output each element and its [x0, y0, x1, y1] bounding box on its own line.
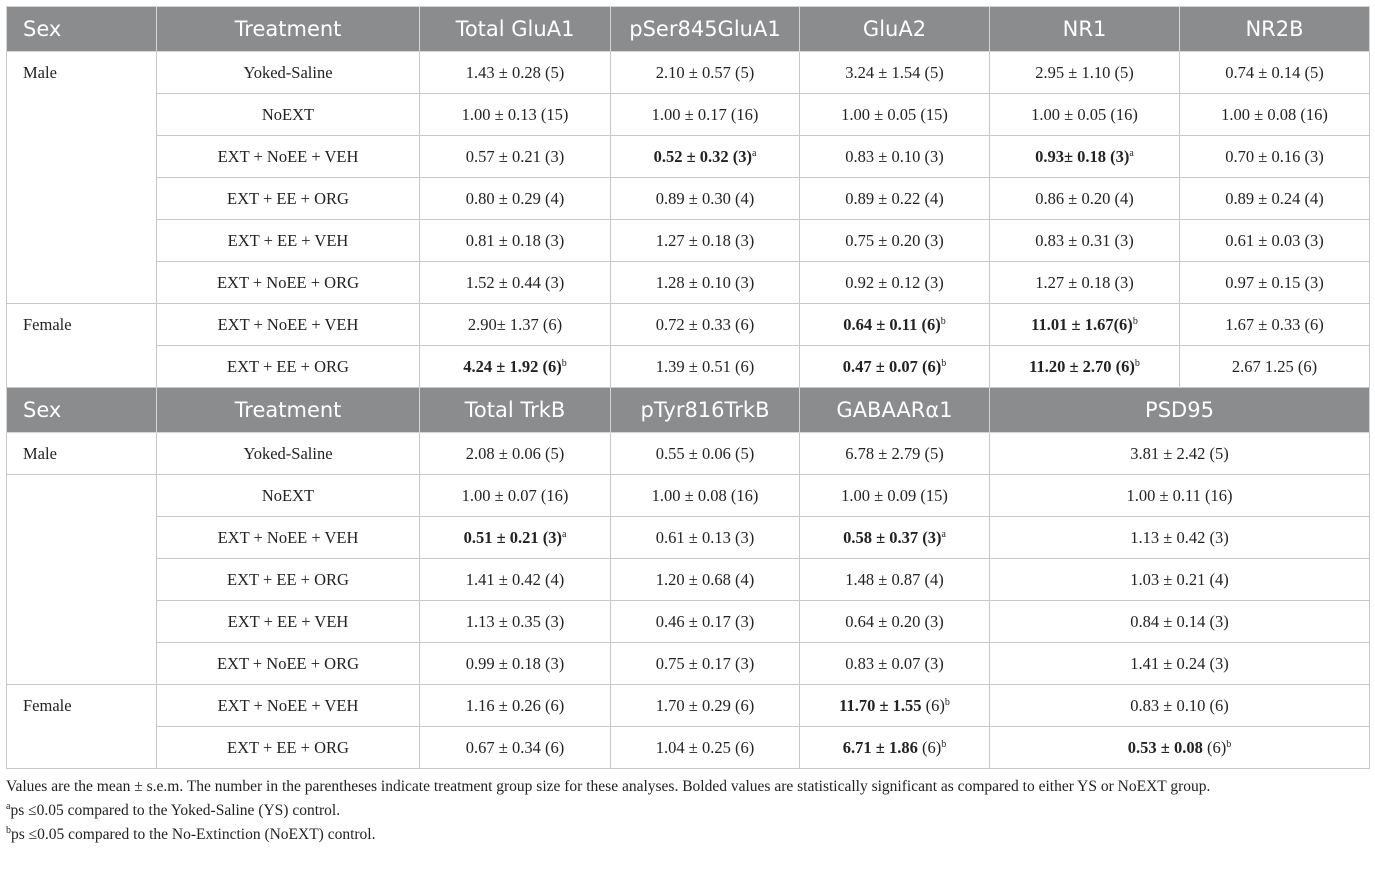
value-cell [800, 94, 990, 136]
value-cell [420, 643, 611, 685]
value-cell [420, 304, 611, 346]
value-cell [800, 601, 990, 643]
value-text: 1.43 ± 0.28 (5) [465, 62, 565, 82]
value-cell [420, 685, 611, 727]
value-cell [990, 559, 1370, 601]
significance-mark: a [561, 528, 567, 540]
significance-mark: a [941, 528, 946, 540]
value-text: 2.67 1.25 (6) [1231, 356, 1318, 376]
value-text: 0.55 ± 0.06 (5) [655, 443, 755, 463]
value-text: 11.70 ± 1.55 [839, 695, 922, 715]
value-cell [800, 517, 990, 559]
treatment-cell: EXT + EE + ORG [157, 559, 420, 601]
table-row [7, 475, 1370, 517]
significance-mark: b [561, 357, 567, 369]
value-text: 0.83 ± 0.10 (3) [845, 146, 944, 166]
value-cell [1180, 178, 1370, 220]
value-cell [990, 346, 1180, 388]
value-text: 0.89 ± 0.24 (4) [1225, 188, 1324, 208]
table-row [7, 346, 1370, 388]
value-cell [611, 220, 800, 262]
value-cell [990, 685, 1370, 727]
value-text: 1.00 ± 0.08 (16) [1221, 104, 1328, 124]
value-cell [611, 178, 800, 220]
value-cell [990, 727, 1370, 769]
value-text: 1.41 ± 0.42 (4) [465, 569, 565, 589]
significance-mark: b [1134, 357, 1140, 369]
column-header: Total GluA1 [420, 7, 611, 52]
value-cell [990, 94, 1180, 136]
value-text: 3.24 ± 1.54 (5) [845, 62, 944, 82]
treatment-cell: NoEXT [157, 94, 420, 136]
value-cell [800, 304, 990, 346]
value-text: 0.75 ± 0.17 (3) [655, 653, 755, 673]
value-text: 1.03 ± 0.21 (4) [1130, 569, 1229, 589]
table1-header-row [7, 7, 1370, 52]
treatment-cell: Yoked-Saline [157, 52, 420, 94]
value-text: 0.67 ± 0.34 (6) [465, 737, 565, 757]
value-cell [611, 727, 800, 769]
table-row [7, 517, 1370, 559]
value-tail: (6) [921, 695, 945, 715]
value-text: 0.99 ± 0.18 (3) [465, 653, 565, 673]
value-cell [1180, 136, 1370, 178]
value-cell [420, 475, 611, 517]
value-cell [800, 685, 990, 727]
value-text: 0.47 ± 0.07 (6) [842, 356, 942, 376]
treatment-cell: EXT + NoEE + ORG [157, 643, 420, 685]
value-text: 0.64 ± 0.11 (6) [843, 314, 941, 334]
value-cell [611, 346, 800, 388]
data-table-container [6, 6, 1369, 847]
value-cell [611, 262, 800, 304]
table-row [7, 262, 1370, 304]
column-header: Treatment [157, 388, 420, 433]
value-tail: (6) [917, 737, 942, 757]
value-text: 1.28 ± 0.10 (3) [655, 272, 755, 292]
column-header: Sex [7, 7, 157, 52]
value-text: 1.27 ± 0.18 (3) [655, 230, 755, 250]
value-cell [420, 136, 611, 178]
value-cell [990, 52, 1180, 94]
value-cell [1180, 346, 1370, 388]
value-cell [800, 262, 990, 304]
treatment-cell: NoEXT [157, 475, 420, 517]
value-cell [420, 94, 611, 136]
sex-cell-male: Male [7, 52, 157, 304]
value-text: 0.89 ± 0.30 (4) [655, 188, 755, 208]
significance-mark: b [941, 738, 947, 750]
value-cell [611, 685, 800, 727]
value-text: 1.00 ± 0.05 (16) [1031, 104, 1138, 124]
value-text: 1.00 ± 0.08 (16) [651, 485, 759, 505]
footnote-a: $^a$ps ≤0.05 compared to the Yoked-Saline (YS) control. [6, 801, 341, 819]
value-text: 1.41 ± 0.24 (3) [1130, 653, 1229, 673]
treatment-cell: EXT + EE + VEH [157, 601, 420, 643]
value-cell [1180, 304, 1370, 346]
value-text: 1.27 ± 0.18 (3) [1035, 272, 1134, 292]
value-text: 2.90± 1.37 (6) [467, 314, 563, 334]
treatment-cell: EXT + EE + ORG [157, 727, 420, 769]
value-cell [1180, 220, 1370, 262]
value-cell [420, 559, 611, 601]
value-text: 1.67 ± 0.33 (6) [1225, 314, 1324, 334]
value-cell [611, 136, 800, 178]
significance-mark: a [1129, 147, 1134, 159]
value-cell [1180, 52, 1370, 94]
value-text: 1.00 ± 0.09 (15) [841, 485, 948, 505]
value-text: 0.97 ± 0.15 (3) [1225, 272, 1324, 292]
treatment-cell: EXT + EE + ORG [157, 178, 420, 220]
value-cell [800, 559, 990, 601]
significance-mark: b [940, 315, 946, 327]
value-cell [611, 304, 800, 346]
value-text: 6.78 ± 2.79 (5) [845, 443, 944, 463]
value-text: 1.00 ± 0.07 (16) [461, 485, 569, 505]
value-cell [611, 94, 800, 136]
value-cell [420, 517, 611, 559]
value-cell [990, 304, 1180, 346]
value-text: 0.84 ± 0.14 (3) [1130, 611, 1229, 631]
value-text: 11.20 ± 2.70 (6) [1029, 356, 1135, 376]
value-cell [611, 517, 800, 559]
column-header: GABAARα1 [800, 388, 990, 433]
significance-mark: a [751, 147, 757, 159]
value-text: 1.00 ± 0.11 (16) [1126, 485, 1233, 505]
significance-mark: b [941, 357, 947, 369]
table2-body [7, 433, 1370, 769]
table-row [7, 136, 1370, 178]
column-header: Treatment [157, 7, 420, 52]
table-row [7, 304, 1370, 346]
value-text: 1.13 ± 0.35 (3) [465, 611, 565, 631]
value-cell [1180, 94, 1370, 136]
treatment-cell: EXT + NoEE + VEH [157, 136, 420, 178]
value-cell [800, 220, 990, 262]
value-cell [420, 52, 611, 94]
column-header: NR1 [990, 7, 1180, 52]
value-cell [800, 433, 990, 475]
value-text: 1.00 ± 0.05 (15) [841, 104, 948, 124]
value-cell [420, 220, 611, 262]
value-text: 2.08 ± 0.06 (5) [465, 443, 565, 463]
value-cell [420, 727, 611, 769]
value-text: 0.92 ± 0.12 (3) [845, 272, 944, 292]
value-cell [800, 475, 990, 517]
value-text: 1.70 ± 0.29 (6) [655, 695, 755, 715]
table2-header [7, 388, 1370, 433]
value-cell [800, 52, 990, 94]
table-row [7, 601, 1370, 643]
table-row [7, 178, 1370, 220]
sex-cell-empty [7, 475, 157, 685]
value-text: 0.57 ± 0.21 (3) [465, 146, 565, 166]
value-cell [420, 262, 611, 304]
table1-body [7, 52, 1370, 388]
value-text: 0.58 ± 0.37 (3) [843, 527, 942, 547]
value-text: 0.61 ± 0.13 (3) [655, 527, 755, 547]
value-text: 1.52 ± 0.44 (3) [465, 272, 565, 292]
value-text: 0.83 ± 0.31 (3) [1035, 230, 1134, 250]
value-text: 0.53 ± 0.08 [1127, 737, 1203, 757]
treatment-cell: EXT + NoEE + VEH [157, 304, 420, 346]
value-text: 0.72 ± 0.33 (6) [655, 314, 755, 334]
table-row [7, 94, 1370, 136]
value-text: 0.75 ± 0.20 (3) [845, 230, 944, 250]
treatment-cell: EXT + NoEE + ORG [157, 262, 420, 304]
value-cell [990, 178, 1180, 220]
value-cell [990, 262, 1180, 304]
value-cell [990, 517, 1370, 559]
significance-mark: b [944, 696, 950, 708]
value-cell [420, 178, 611, 220]
significance-mark: b [1226, 738, 1232, 750]
value-text: 1.48 ± 0.87 (4) [845, 569, 944, 589]
value-text: 0.61 ± 0.03 (3) [1225, 230, 1324, 250]
value-cell [800, 346, 990, 388]
value-text: 0.83 ± 0.07 (3) [845, 653, 944, 673]
table-row [7, 220, 1370, 262]
value-cell [611, 559, 800, 601]
protein-expression-table [6, 6, 1370, 769]
footnote-b: $^b$ps ≤0.05 compared to the No-Extinction (NoEXT) control. [6, 825, 376, 843]
value-text: 0.74 ± 0.14 (5) [1225, 62, 1324, 82]
value-text: 1.13 ± 0.42 (3) [1130, 527, 1229, 547]
value-text: 0.70 ± 0.16 (3) [1225, 146, 1324, 166]
value-text: 1.04 ± 0.25 (6) [655, 737, 755, 757]
value-text: 1.00 ± 0.13 (15) [461, 104, 569, 124]
table-row [7, 685, 1370, 727]
value-cell [611, 52, 800, 94]
value-text: 3.81 ± 2.42 (5) [1130, 443, 1229, 463]
value-text: 11.01 ± 1.67(6) [1031, 314, 1133, 334]
treatment-cell: Yoked-Saline [157, 433, 420, 475]
treatment-cell: EXT + EE + ORG [157, 346, 420, 388]
column-header: NR2B [1180, 7, 1370, 52]
value-text: 0.93± 0.18 (3) [1035, 146, 1130, 166]
treatment-cell: EXT + NoEE + VEH [157, 685, 420, 727]
value-text: 1.00 ± 0.17 (16) [651, 104, 759, 124]
value-cell [611, 475, 800, 517]
column-header: pTyr816TrkB [611, 388, 800, 433]
value-text: 0.81 ± 0.18 (3) [465, 230, 565, 250]
value-cell [990, 475, 1370, 517]
significance-mark: b [1132, 315, 1138, 327]
table-row [7, 643, 1370, 685]
treatment-cell: EXT + EE + VEH [157, 220, 420, 262]
value-text: 0.46 ± 0.17 (3) [655, 611, 755, 631]
value-text: 0.51 ± 0.21 (3) [463, 527, 562, 547]
value-tail: (6) [1202, 737, 1227, 757]
table-row [7, 727, 1370, 769]
value-cell [420, 346, 611, 388]
sex-cell-female: Female [7, 304, 157, 388]
table-row [7, 433, 1370, 475]
value-text: 0.83 ± 0.10 (6) [1130, 695, 1229, 715]
value-text: 1.39 ± 0.51 (6) [655, 356, 755, 376]
value-cell [990, 643, 1370, 685]
value-text: 1.16 ± 0.26 (6) [465, 695, 565, 715]
value-cell [611, 643, 800, 685]
value-text: 6.71 ± 1.86 [842, 737, 918, 757]
value-text: 1.20 ± 0.68 (4) [655, 569, 755, 589]
value-text: 4.24 ± 1.92 (6) [463, 356, 562, 376]
table-footnotes [6, 775, 1369, 847]
value-cell [990, 220, 1180, 262]
column-header: PSD95 [990, 388, 1370, 433]
value-text: 0.89 ± 0.22 (4) [845, 188, 944, 208]
value-text: 0.52 ± 0.32 (3) [653, 146, 752, 166]
value-cell [800, 727, 990, 769]
table-row [7, 559, 1370, 601]
value-text: 0.64 ± 0.20 (3) [845, 611, 944, 631]
value-text: 2.10 ± 0.57 (5) [655, 62, 755, 82]
value-cell [800, 136, 990, 178]
value-cell [990, 433, 1370, 475]
column-header: Sex [7, 388, 157, 433]
value-text: 2.95 ± 1.10 (5) [1035, 62, 1134, 82]
value-cell [420, 601, 611, 643]
value-cell [611, 433, 800, 475]
table2-header-row [7, 388, 1370, 433]
value-cell [420, 433, 611, 475]
value-text: 0.80 ± 0.29 (4) [465, 188, 565, 208]
value-cell [990, 136, 1180, 178]
value-cell [1180, 262, 1370, 304]
table-row [7, 52, 1370, 94]
treatment-cell: EXT + NoEE + VEH [157, 517, 420, 559]
value-cell [800, 643, 990, 685]
value-cell [611, 601, 800, 643]
footnote-main: Values are the mean ± s.e.m. The number in the parentheses indicate treatment group size for these analyses. Bolded values are statistically significant as compared to either YS or NoEXT group. [6, 778, 1211, 795]
sex-cell-female: Female [7, 685, 157, 769]
sex-cell-male: Male [7, 433, 157, 475]
column-header: pSer845GluA1 [611, 7, 800, 52]
column-header: GluA2 [800, 7, 990, 52]
value-cell [990, 601, 1370, 643]
column-header: Total TrkB [420, 388, 611, 433]
value-cell [800, 178, 990, 220]
value-text: 0.86 ± 0.20 (4) [1035, 188, 1134, 208]
